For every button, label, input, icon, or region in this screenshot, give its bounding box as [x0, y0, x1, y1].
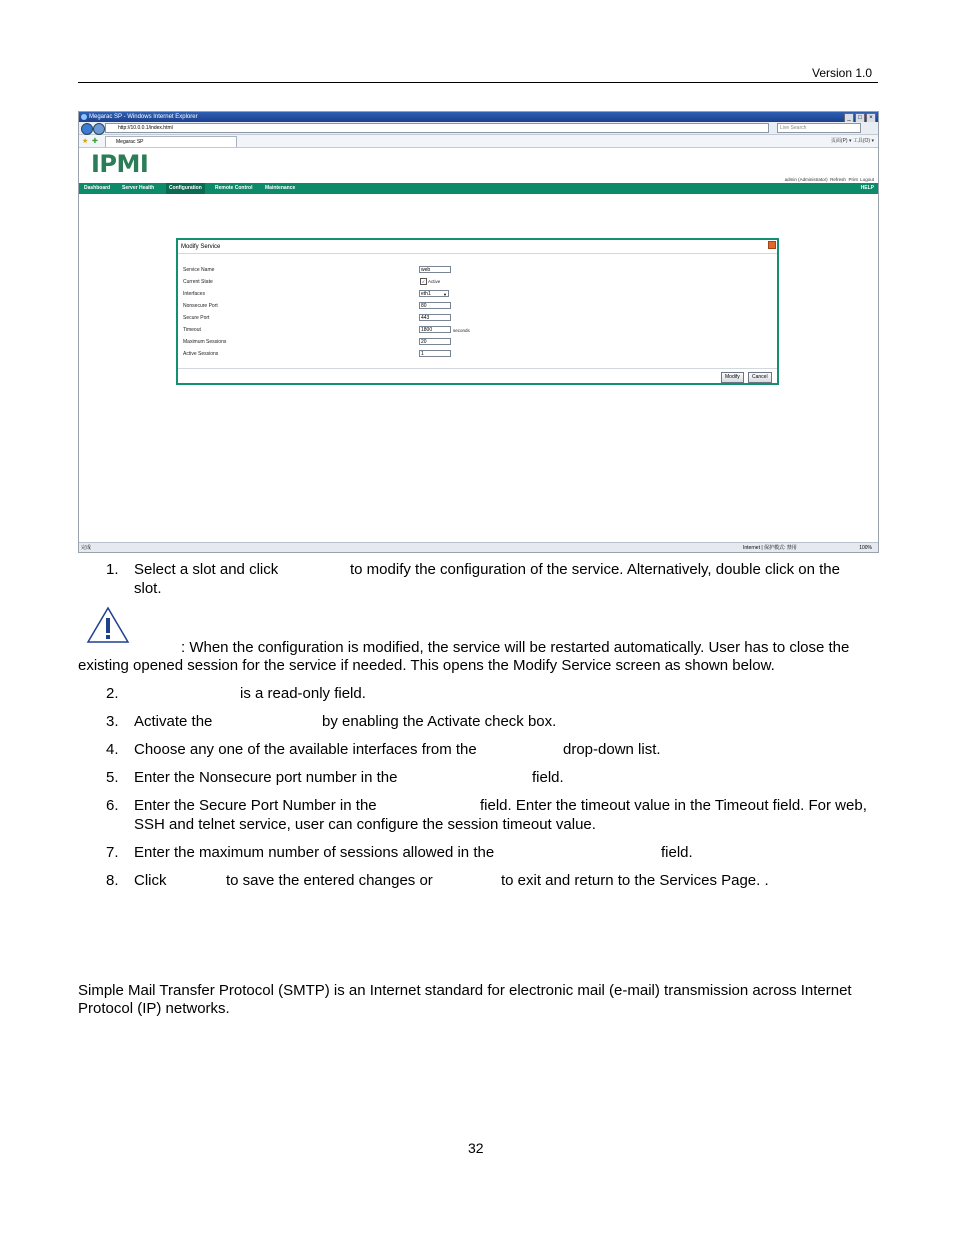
minimize-icon[interactable]: _ [844, 113, 854, 123]
close-icon[interactable]: × [866, 113, 876, 123]
step-8-text-b: to save the entered changes or [226, 872, 433, 889]
step-6-text-b: field. Enter the timeout value in the Timeout field. For web, [480, 797, 867, 814]
favorites-star-icon[interactable]: ★ [82, 138, 89, 145]
step-5-text-a: Enter the Nonsecure port number in the [134, 769, 398, 786]
label-nonsecure-port: Nonsecure Port [183, 303, 218, 309]
step-7-text-a: Enter the maximum number of sessions allowed in the [134, 844, 495, 861]
label-interfaces: Interfaces [183, 291, 205, 297]
timeout-input[interactable]: 1800 [419, 326, 451, 333]
step-2-number: 2. [106, 685, 119, 702]
step-6-text-a: Enter the Secure Port Number in the [134, 797, 377, 814]
note-text-b: existing opened session for the service if needed. This opens the Modify Service screen as shown below. [78, 657, 775, 674]
label-service-name: Service Name [183, 267, 215, 273]
nav-maintenance[interactable]: Maintenance [265, 185, 296, 191]
url-input[interactable]: http://10.0.0.1/index.html [105, 123, 769, 133]
step-8-number: 8. [106, 872, 119, 889]
label-active-sessions: Active Sessions [183, 351, 219, 357]
step-3-number: 3. [106, 713, 119, 730]
nav-remote-control[interactable]: Remote Control [215, 185, 253, 191]
smtp-paragraph: Simple Mail Transfer Protocol (SMTP) is an Internet standard for electronic mail (e-mail) transmission across Internet Protocol (IP) networks. [78, 982, 852, 1017]
step-1-text-b: to modify the configuration of the service. Alternatively, double click on the [350, 561, 840, 578]
step-2-text: is a read-only field. [240, 685, 366, 702]
content-area [79, 194, 878, 542]
add-favorite-icon[interactable]: ✚ [92, 138, 98, 145]
live-search-input[interactable]: Live Search [777, 123, 861, 133]
ipmi-nav [79, 183, 878, 194]
warning-icon [86, 606, 130, 644]
security-zone: Internet | 保护模式: 禁用 [743, 545, 797, 551]
step-8-text-a: Click [134, 872, 167, 889]
step-8-text-c: to exit and return to the Services Page. . [501, 872, 769, 889]
step-1-text-a: Select a slot and click [134, 561, 279, 578]
interface-value: eth1 [421, 291, 431, 297]
logout-link[interactable]: Logout [860, 177, 874, 182]
ie-icon [81, 114, 87, 120]
interfaces-select[interactable] [419, 290, 449, 297]
forward-icon[interactable] [93, 123, 105, 135]
header-rule [78, 82, 878, 83]
modify-button[interactable]: Modify [721, 372, 744, 383]
step-3-text-b: by enabling the Activate check box. [322, 713, 557, 730]
nonsecure-port-input[interactable]: 80 [419, 302, 451, 309]
step-1-text-c: slot. [134, 580, 162, 597]
nav-configuration[interactable]: Configuration [166, 183, 205, 194]
note-text-a: : When the configuration is modified, the service will be restarted automatically. User has to close the [181, 639, 850, 656]
cancel-button[interactable]: Cancel [748, 372, 772, 383]
page-number: 32 [468, 1140, 484, 1156]
address-bar [79, 122, 878, 135]
chevron-down-icon: ▼ [443, 292, 447, 297]
step-7-text-b: field. [661, 844, 693, 861]
help-link[interactable]: HELP [860, 185, 874, 191]
refresh-link[interactable]: Refresh [830, 177, 846, 182]
print-link[interactable]: Print [848, 177, 858, 182]
timeout-unit: seconds [453, 328, 470, 333]
zoom-level[interactable]: 100% [859, 545, 872, 551]
step-4-number: 4. [106, 741, 119, 758]
status-text: 完成 [81, 545, 92, 551]
service-name-field: web [419, 266, 451, 273]
toolbar-menus[interactable]: 页面(P) ▾ 工具(O) ▾ [830, 138, 874, 144]
dialog-close-icon[interactable] [768, 241, 776, 249]
nav-dashboard[interactable]: Dashboard [84, 185, 111, 191]
user-info: admin (Administrator) [784, 177, 828, 182]
step-5-text-b: field. [532, 769, 564, 786]
label-secure-port: Secure Port [183, 315, 210, 321]
modify-service-dialog [176, 238, 779, 385]
back-icon[interactable] [81, 123, 93, 135]
label-timeout: Timeout [183, 327, 201, 333]
dialog-title: Modify Service [178, 240, 777, 254]
label-current-state: Current State [183, 279, 213, 285]
label-max-sessions: Maximum Sessions [183, 339, 227, 345]
active-checkbox[interactable]: ✓ [421, 279, 426, 284]
step-6-number: 6. [106, 797, 119, 814]
browser-screenshot [78, 111, 879, 553]
step-3-text-a: Activate the [134, 713, 213, 730]
max-sessions-input[interactable]: 20 [419, 338, 451, 345]
active-sessions-field: 1 [419, 350, 451, 357]
version-label: Version 1.0 [812, 66, 873, 80]
step-4-text-a: Choose any one of the available interfaces from the [134, 741, 477, 758]
status-bar [79, 542, 878, 553]
step-5-number: 5. [106, 769, 119, 786]
step-1-number: 1. [106, 561, 119, 578]
ipmi-header [79, 148, 878, 182]
tab-bar [79, 135, 878, 148]
active-label: Active [428, 279, 441, 284]
nav-server-health[interactable]: Server Health [122, 185, 155, 191]
browser-tab[interactable]: Megarac SP [105, 136, 237, 147]
step-7-number: 7. [106, 844, 119, 861]
window-titlebar [79, 112, 878, 122]
secure-port-input[interactable]: 443 [419, 314, 451, 321]
maximize-icon[interactable]: □ [855, 113, 865, 123]
ipmi-logo: IPMI [91, 150, 149, 178]
step-6-text-c: SSH and telnet service, user can configure the session timeout value. [134, 816, 596, 833]
dialog-footer [178, 368, 777, 384]
window-title: Megarac SP - Windows Internet Explorer [89, 114, 198, 120]
step-4-text-b: drop-down list. [563, 741, 661, 758]
user-bar [785, 177, 874, 182]
